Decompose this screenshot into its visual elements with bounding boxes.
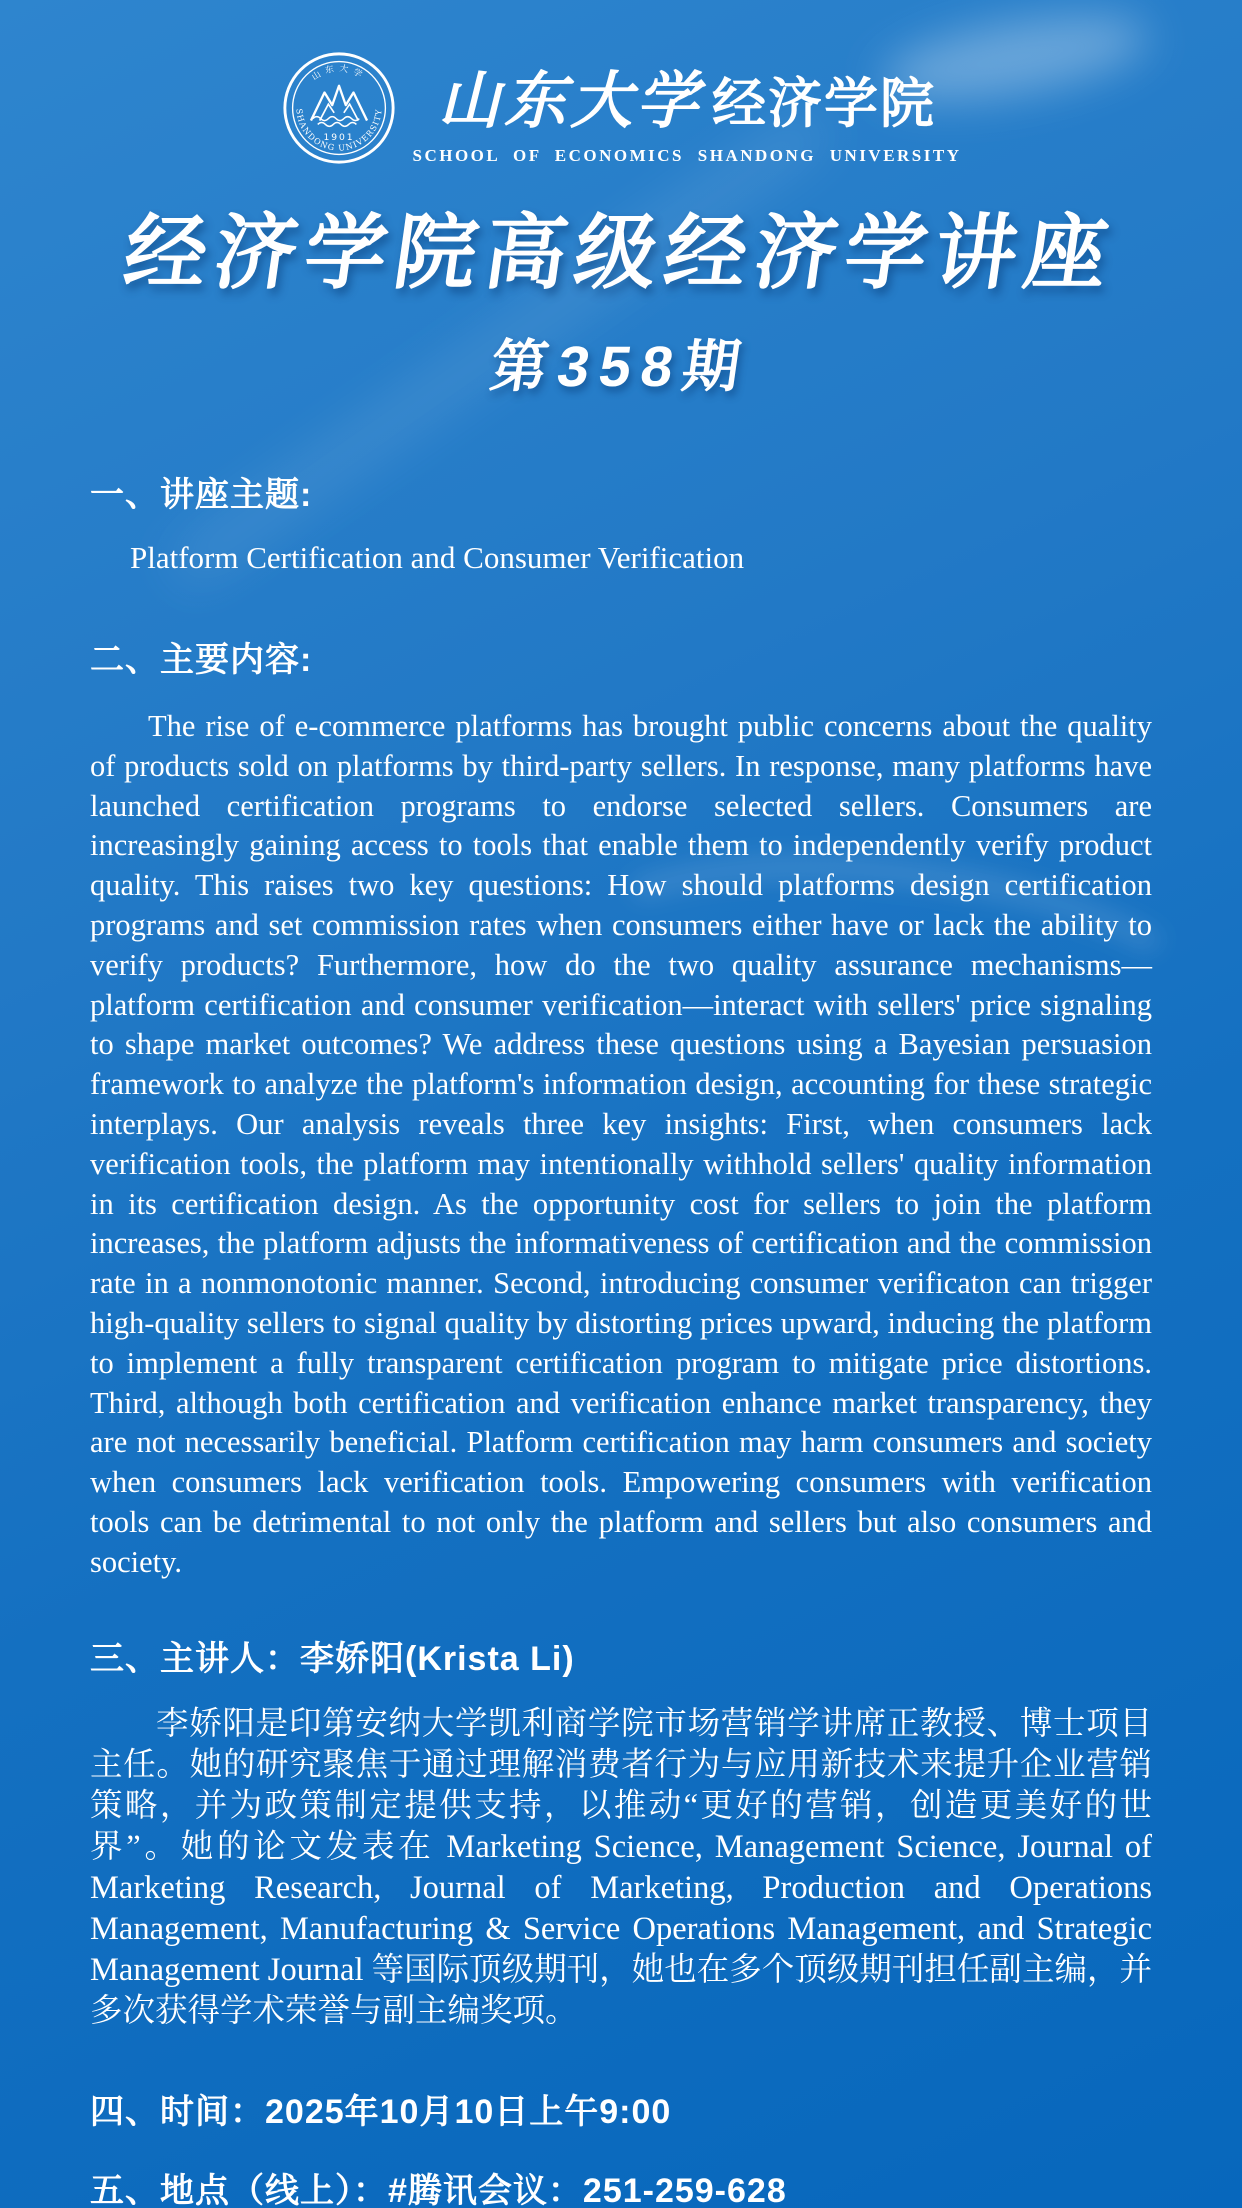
seal-top-text: 山东大学 xyxy=(309,63,368,83)
speaker-bio: 李娇阳是印第安纳大学凯利商学院市场营销学讲席正教授、博士项目主任。她的研究聚焦于通过理解消费者行为与应用新技术来提升企业营销策略，并为政策制定提供支持，以推动“更好的营销，创造更美好的世界”。她的论文发表在 Marketing Science, Management Science, Journal of Marketing Research, Journal of Marketing, Production and Operations Management, Manufacturing & Service Operations Management, and Strategic Management Journal 等国际顶级期刊，她也在多个顶级期刊担任副主编，并多次获得学术荣誉与副主编奖项。 xyxy=(90,1705,1152,2029)
svg-text:山东大学 xyxy=(309,62,369,83)
poster-header xyxy=(0,0,1242,403)
university-seal-icon xyxy=(281,50,397,166)
issue-number: 第358期 xyxy=(486,335,755,399)
svg-text:SHANDONG UNIVERSITY xyxy=(294,108,383,153)
section-location: 五、地点（线上）：#腾讯会议：251-259-628 xyxy=(90,2171,787,2208)
university-logo xyxy=(0,50,1242,166)
section-content-heading: 二、主要内容: xyxy=(90,641,313,679)
section-time: 四、时间：2025年10月10日上午9:00 xyxy=(90,2092,672,2131)
section-topic-heading: 一、讲座主题: xyxy=(90,476,313,514)
brand-text xyxy=(413,51,962,166)
seal-university-text: SHANDONG UNIVERSITY xyxy=(293,108,384,153)
brand-college-name: 经济学院 xyxy=(712,73,936,134)
brand-english-name: SCHOOL OF ECONOMICS SHANDONG UNIVERSITY xyxy=(412,145,962,165)
poster-body xyxy=(0,467,1242,2208)
lecture-abstract: The rise of e-commerce platforms has brought public concerns about the quality of products sold on platforms by third-party sellers. In response, many platforms have launched certification programs to endorse selected sellers. Consumers are increasingly gaining access to tools that enable them to independently verify product quality. This raises two key questions: How should platforms design certification programs and set commission rates when consumers either have or lack the ability to verify products? Furthermore, how do the two quality assurance mechanisms—platform certification and consumer verification—interact with sellers' price signaling to shape market outcomes? We address these questions using a Bayesian persuasion framework to analyze the platform's information design, accounting for these strategic interplays. Our analysis reveals three key insights: First, when consumers lack verification tools, the platform may intentionally withhold sellers' quality information in its certification design. As the opportunity cost for sellers to join the platform increases, the platform adjusts the informativeness of certification and the commission rate in a nonmonotonic manner. Second, introducing consumer verificaton can trigger high-quality sellers to signal quality by distorting prices upward, inducing the platform to implement a fully transparent certification program to mitigate price distortions. Third, although both certification and verification enhance market transparency, they are not necessarily beneficial. Platform certification may harm consumers and society when consumers lack verification tools. Empowering consumers with verification tools can be detrimental to not only the platform and sellers but also consumers and society. xyxy=(90,709,1152,1579)
brand-university-name: 山东大学 xyxy=(437,67,702,136)
seal-year: 1901 xyxy=(322,131,355,143)
section-speaker-heading: 三、主讲人：李娇阳(Krista Li) xyxy=(90,1639,575,1678)
poster-title: 经济学院高级经济学讲座 xyxy=(118,208,1122,299)
lecture-topic: Platform Certification and Consumer Verification xyxy=(130,540,745,575)
